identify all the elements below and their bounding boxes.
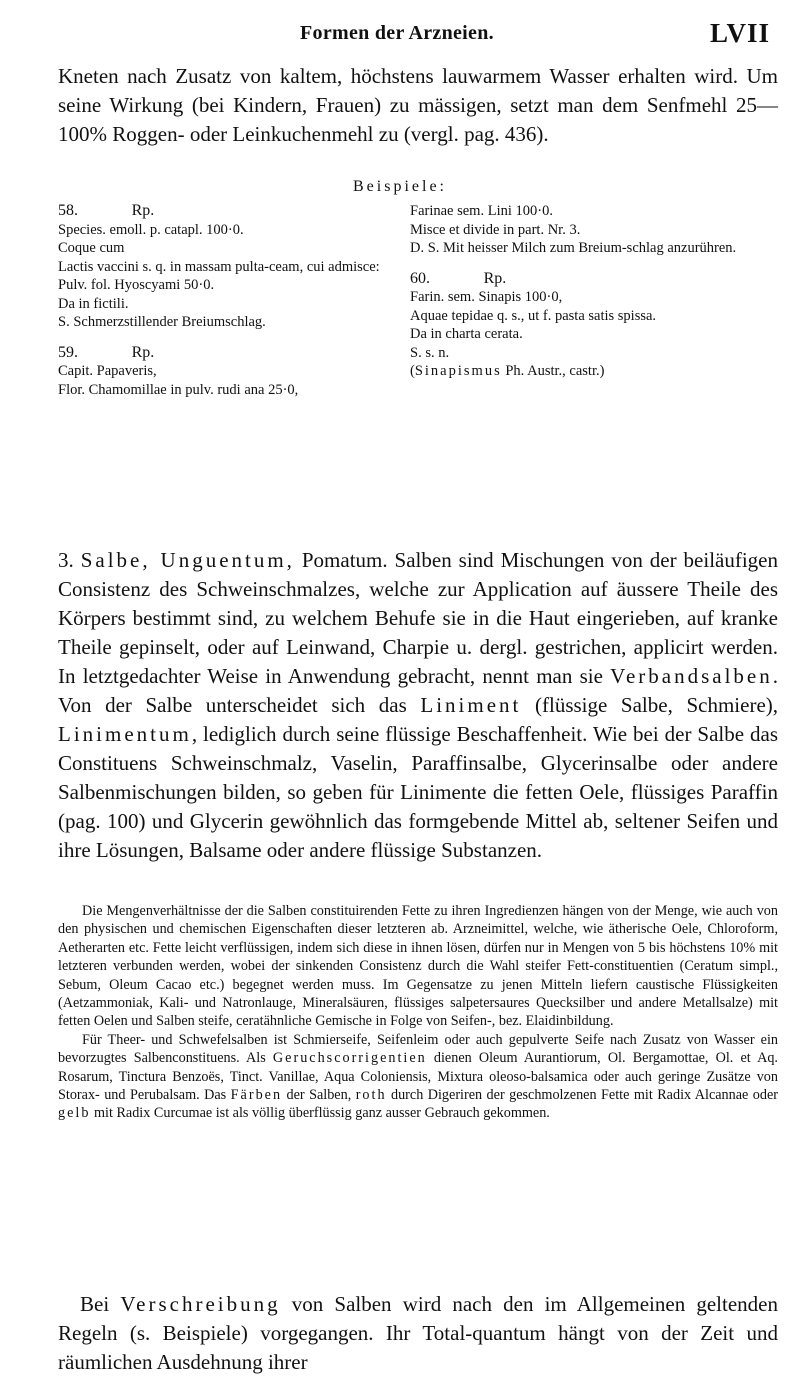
term-linimentum: Linimentum <box>58 722 192 746</box>
recipe-59-head <box>58 344 388 363</box>
recipe-line: Pulv. fol. Hyoscyami 50·0. <box>58 277 215 293</box>
recipe-rp: Rp. <box>131 343 155 361</box>
recipe-line: Flor. Chamomillae in pulv. rudi ana 25·0, <box>58 381 299 398</box>
term-liniment: Liniment <box>420 693 522 717</box>
recipe-line: Da in fictili. <box>58 295 129 312</box>
recipe-rp: Rp. <box>483 269 507 287</box>
recipe-line: Misce et divide in part. Nr. 3. <box>410 221 581 238</box>
recipe-line: Species. emoll. p. catapl. 100·0. <box>58 221 244 238</box>
running-title: Formen der Arzneien. <box>300 22 494 44</box>
source-paren: ( <box>410 363 415 379</box>
page-header <box>0 12 800 56</box>
small-print-notes <box>58 902 778 1123</box>
recipe-line: Da in charta cerata. <box>410 326 523 342</box>
recipe-line: Aquae tepidae q. s., ut f. pasta satis spissa. <box>410 307 657 324</box>
section-salbe-text: 3. Salbe, Unguentum, Pomatum. Salben sind Mischungen von der beiläufigen Consistenz des Schweinschmalzes, welche zur Application auf äussere Theile des Körpers bestimmt sind, zu welchem Behufe sie in die Haut eingerieben, auf kranke Theile gepinselt, oder auf Leinwand, Charpie u. dergl. gestrichen, applicirt werden. In letztgedachter Weise in Anwendung gebracht, nennt man sie Verbandsalben. Von der Salbe unterscheidet sich das Liniment (flüssige Salbe, Schmiere), Linimentum, lediglich durch seine flüssige Beschaffenheit. Wie bei der Salbe das Constituens Schweinschmalz, Vaselin, Paraffinsalbe, Glycerinsalbe oder andere Salbenmischungen bilden, so geben für Linimente die fetten Oele, flüssiges Paraffin (pag. 100) und Glycerin gewöhnlich das formgebende Mittel ab, seltener Seifen und ihre Lösungen, Balsame oder andere flüssige Substanzen. <box>58 548 779 862</box>
term-gelb: gelb <box>58 1105 91 1122</box>
small-paragraph-2: Für Theer- und Schwefelsalben ist Schmierseife, Seifenleim oder auch gepulverte Seife nach Zusatz von Wasser ein bevorzugtes Salbenconstituens. Als Geruchscorrigentien dienen Oleum Aurantiorum, Ol. Bergamottae, Ol. et Aq. Rosarum, Tinctura Benzoës, Tinct. Vanillae, Aqua Coloniensis, Mixtura oleoso-balsamica oder auch geringe Zusätze von Storax- und Perubalsam. Das Färben der Salben, roth durch Digeriren der geschmolzenen Fette mit Radix Alcannae oder gelb mit Radix Curcumae ist als völlig überflüssig ganz ausser Gebrauch gekommen. <box>58 1031 778 1122</box>
recipes-left-column <box>58 202 388 399</box>
recipe-line: Lactis vaccini s. q. in massam pulta-ceam, cui admisce: <box>58 258 380 275</box>
recipe-number: 60. <box>410 269 430 287</box>
term-faerben: Färben <box>230 1087 283 1104</box>
term-verbandsalben: Verbandsalben <box>610 664 773 688</box>
source-rest: Ph. Austr., castr.) <box>501 363 605 379</box>
recipe-line: D. S. Mit heisser Milch zum Breium-schlag anzurühren. <box>410 240 737 256</box>
recipe-line: Farinae sem. Lini 100·0. <box>410 203 553 219</box>
final-text: Bei Verschreibung von Salben wird nach den im Allgemeinen geltenden Regeln (s. Beispiele) vorgegangen. Ihr Total-quantum hängt von der Zeit und räumlichen Ausdehnung ihrer <box>58 1292 778 1374</box>
recipe-line: Farin. sem. Sinapis 100·0, <box>410 289 563 305</box>
recipe-line: S. s. n. <box>410 344 450 361</box>
section-heading-term: Salbe, Unguentum, <box>80 548 295 572</box>
recipe-source <box>410 362 790 381</box>
term-verschreibung: Verschreibung <box>120 1292 281 1316</box>
recipe-number: 59. <box>58 343 78 361</box>
small-paragraph-1: Die Mengenverhältnisse der die Salben constituirenden Fette zu ihren Ingredienzen hängen von der Menge, wie auch von den physischen und chemischen Eigenschaften dieser letzteren ab. Arzneimittel, welche, wie ätherische Oele, Chloroform, Aetherarten etc. Fette leicht verflüssigen, indem sich diese in ihnen lösen, dürfen nur in Mengen von 5 bis höchstens 10% mit letzteren verbunden werden, wobei der sinkenden Consistenz durch die Wahl steifer Fett-constituentien (Ceratum simpl., Sebum, Oleum Cacao etc.) begegnet werden muss. Im Gegensatze zu jenen Mitteln liefern caustische Flüssigkeiten (Aetzammoniak, Kali- und Natronlauge, Mineralsäuren, flüssiges salpetersaures Quecksilber und andere Metallsalze) mit fetten Oelen und Salben steife, ceratähnliche Gemische in Folge von Seifen-, bez. Elaidinbildung. <box>58 903 778 1030</box>
recipe-line: Capit. Papaveris, <box>58 363 157 379</box>
examples-heading: Beispiele: <box>353 178 447 195</box>
term-geruchscorrigentien: Geruchscorrigentien <box>272 1050 427 1067</box>
section-salbe <box>58 546 778 865</box>
recipes-right-column <box>410 202 790 381</box>
intro-paragraph <box>58 62 778 149</box>
section-number: 3. <box>58 548 74 572</box>
recipe-line: S. Schmerzstillender Breiumschlag. <box>58 314 266 330</box>
source-name: Sinapismus <box>414 363 502 379</box>
final-paragraph <box>58 1290 778 1377</box>
recipe-rp: Rp. <box>131 202 155 219</box>
page-number: LVII <box>709 18 770 48</box>
term-roth: roth <box>355 1087 387 1104</box>
recipe-line: Coque cum <box>58 240 125 256</box>
intro-text: Kneten nach Zusatz von kaltem, höchstens lauwarmem Wasser erhalten wird. Um seine Wirkung (bei Kindern, Frauen) zu mässigen, setzt man dem Senfmehl 25—100% Roggen- oder Leinkuchenmehl zu (vergl. pag. 436). <box>58 64 778 146</box>
recipe-number: 58. <box>58 202 78 219</box>
recipe-60-head <box>410 270 790 289</box>
recipe-58-head <box>58 202 388 221</box>
